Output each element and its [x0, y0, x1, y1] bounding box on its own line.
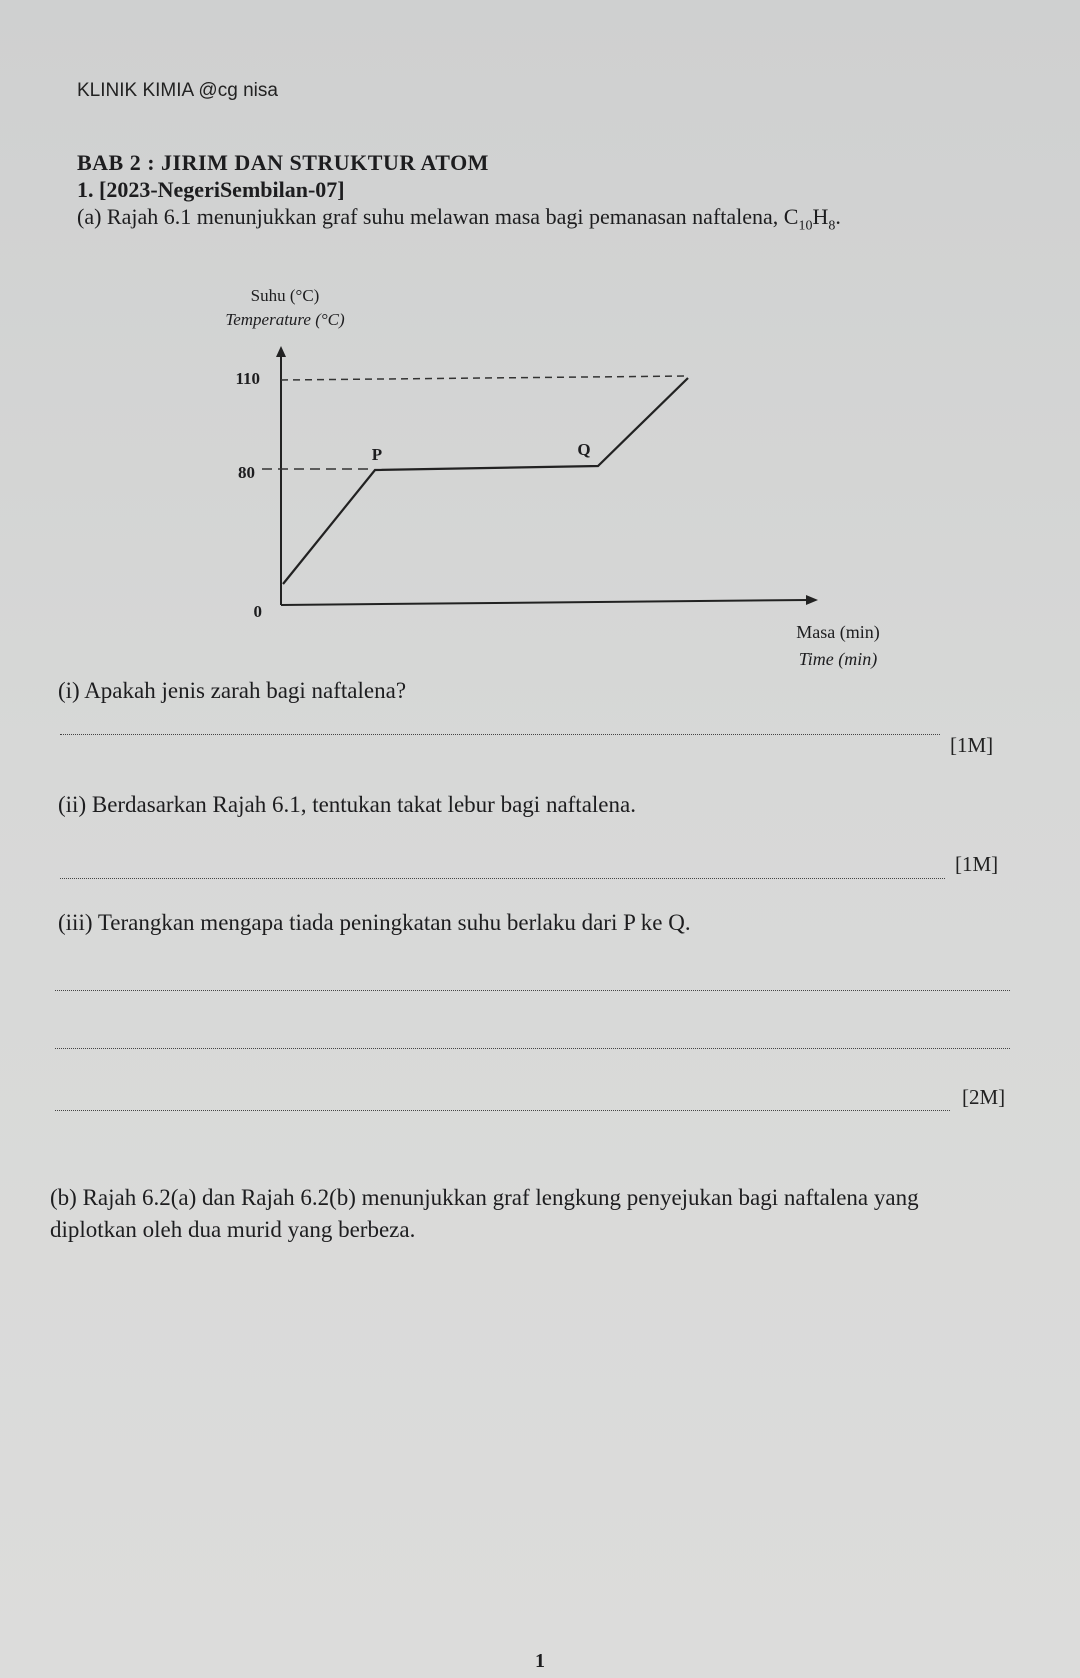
- formula-h-subscript: 8: [828, 218, 836, 234]
- answer-line-i[interactable]: [60, 734, 940, 735]
- mark-ii: [1M]: [955, 852, 999, 876]
- formula-end: .: [835, 204, 841, 229]
- answer-line-ii[interactable]: [60, 878, 945, 879]
- part-a-text: (a) Rajah 6.1 menunjukkan graf suhu melawan masa bagi pemanasan naftalena, C: [77, 204, 799, 229]
- mark-iii: [2M]: [962, 1085, 1006, 1109]
- page-header: KLINIK KIMIA @cg nisa: [77, 80, 278, 101]
- y-axis-label-en: Temperature (°C): [225, 310, 345, 329]
- page-number: 1: [535, 1650, 545, 1672]
- x-axis-label: Masa (min): [796, 622, 880, 642]
- reference-line-110: [281, 376, 688, 380]
- formula-c-subscript: 10: [798, 218, 813, 234]
- chapter-title: BAB 2 : JIRIM DAN STRUKTUR ATOM: [77, 150, 489, 175]
- part-b-text: (b) Rajah 6.2(a) dan Rajah 6.2(b) menunjukkan graf lengkung penyejukan bagi naftalena yang diplotkan oleh dua murid yang berbeza.: [50, 1185, 919, 1242]
- tick-label-110: 110: [235, 369, 260, 388]
- formula-h: H: [812, 204, 829, 229]
- y-axis-label: Suhu (°C): [250, 286, 320, 305]
- point-label-q: Q: [577, 440, 591, 459]
- question-i: (i) Apakah jenis zarah bagi naftalena?: [58, 678, 407, 703]
- y-axis-arrow: [276, 346, 286, 357]
- question-number: 1. [2023-NegeriSembilan-07]: [77, 177, 345, 202]
- mark-i: [1M]: [950, 733, 994, 757]
- answer-line-iii-1[interactable]: [55, 990, 1010, 991]
- temperature-time-graph: [0, 0, 1080, 700]
- origin-label: 0: [253, 602, 262, 621]
- x-axis-arrow: [806, 595, 818, 605]
- x-axis-label-en: Time (min): [798, 649, 878, 669]
- point-label-p: P: [371, 445, 383, 464]
- heating-curve: [283, 378, 688, 584]
- question-iii: (iii) Terangkan mengapa tiada peningkatan suhu berlaku dari P ke Q.: [58, 910, 691, 935]
- x-axis: [281, 600, 808, 605]
- answer-line-iii-2[interactable]: [55, 1048, 1010, 1049]
- answer-line-iii-3[interactable]: [55, 1110, 950, 1111]
- question-ii: (ii) Berdasarkan Rajah 6.1, tentukan takat lebur bagi naftalena.: [58, 792, 636, 817]
- tick-label-80: 80: [238, 463, 255, 482]
